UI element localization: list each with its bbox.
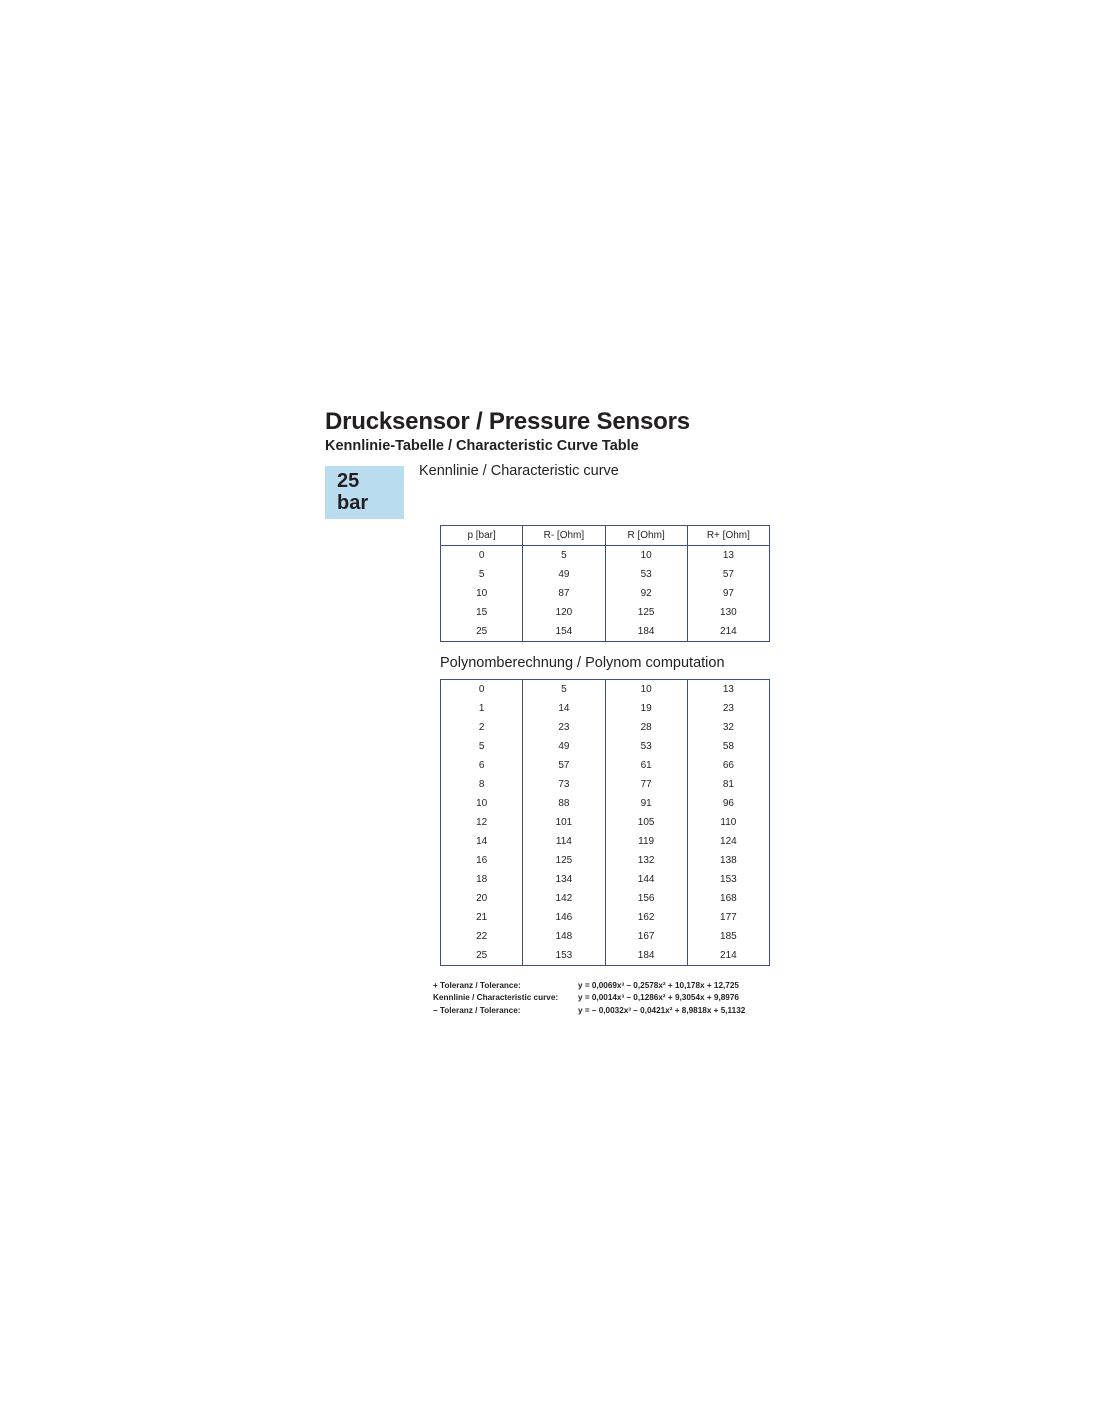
- cell-r-minus: 154: [523, 622, 605, 642]
- cell-r-minus: 73: [523, 775, 605, 794]
- cell-r-plus: 13: [687, 679, 769, 699]
- cell-r: 28: [605, 718, 687, 737]
- cell-r-plus: 124: [687, 832, 769, 851]
- cell-r: 92: [605, 584, 687, 603]
- cell-pressure: 22: [441, 927, 523, 946]
- cell-pressure: 20: [441, 889, 523, 908]
- cell-pressure: 15: [441, 603, 523, 622]
- cell-r-plus: 214: [687, 946, 769, 966]
- formula-list: [433, 980, 785, 1018]
- cell-r-minus: 146: [523, 908, 605, 927]
- cell-r: 184: [605, 622, 687, 642]
- cell-r-minus: 23: [523, 718, 605, 737]
- table-row: [441, 565, 770, 584]
- cell-r-minus: 125: [523, 851, 605, 870]
- cell-r: 162: [605, 908, 687, 927]
- table-row: [441, 813, 770, 832]
- cell-r: 167: [605, 927, 687, 946]
- table-row: [441, 546, 770, 566]
- table-row: [441, 851, 770, 870]
- cell-r-plus: 32: [687, 718, 769, 737]
- table-row: [441, 679, 770, 699]
- cell-r: 91: [605, 794, 687, 813]
- cell-r-minus: 14: [523, 699, 605, 718]
- table-row: [441, 775, 770, 794]
- cell-r: 144: [605, 870, 687, 889]
- cell-r-plus: 96: [687, 794, 769, 813]
- cell-r-plus: 57: [687, 565, 769, 584]
- table-row: [441, 946, 770, 966]
- table-row: [441, 927, 770, 946]
- cell-r-plus: 130: [687, 603, 769, 622]
- cell-r: 125: [605, 603, 687, 622]
- column-header-r-plus: R+ [Ohm]: [687, 526, 769, 546]
- table-row: [441, 794, 770, 813]
- page-title: Drucksensor / Pressure Sensors: [325, 408, 690, 435]
- cell-r: 119: [605, 832, 687, 851]
- table-row: [441, 889, 770, 908]
- cell-pressure: 10: [441, 584, 523, 603]
- table-row: [441, 908, 770, 927]
- table-row: [441, 622, 770, 642]
- cell-pressure: 25: [441, 622, 523, 642]
- cell-r: 105: [605, 813, 687, 832]
- cell-r-minus: 101: [523, 813, 605, 832]
- formula-equation: y = 0,0069x³ – 0,2578x² + 10,178x + 12,725: [578, 980, 739, 990]
- cell-r: 10: [605, 679, 687, 699]
- cell-r-minus: 87: [523, 584, 605, 603]
- cell-r-plus: 153: [687, 870, 769, 889]
- cell-r-minus: 142: [523, 889, 605, 908]
- formula-row-characteristic-curve: [433, 992, 785, 1005]
- cell-pressure: 21: [441, 908, 523, 927]
- table-row: [441, 603, 770, 622]
- cell-r-minus: 120: [523, 603, 605, 622]
- cell-r: 19: [605, 699, 687, 718]
- formula-equation: y = 0,0014x³ – 0,1286x² + 9,3054x + 9,8976: [578, 993, 739, 1003]
- column-header-pressure: p [bar]: [441, 526, 523, 546]
- cell-r-plus: 23: [687, 699, 769, 718]
- table-row: [441, 870, 770, 889]
- cell-r: 53: [605, 565, 687, 584]
- cell-r-plus: 81: [687, 775, 769, 794]
- polynom-computation-heading: Polynomberechnung / Polynom computation: [440, 655, 725, 672]
- table-row: [441, 718, 770, 737]
- table-header-row: [441, 526, 770, 546]
- cell-r-minus: 49: [523, 737, 605, 756]
- table-row: [441, 737, 770, 756]
- column-header-r-minus: R- [Ohm]: [523, 526, 605, 546]
- pressure-range-badge: 25 bar: [325, 466, 404, 519]
- cell-r-minus: 153: [523, 946, 605, 966]
- datasheet-block: [325, 408, 785, 1018]
- cell-pressure: 6: [441, 756, 523, 775]
- table-row: [441, 832, 770, 851]
- formula-label: + Toleranz / Tolerance:: [433, 980, 521, 990]
- formula-label: Kennlinie / Characteristic curve:: [433, 993, 559, 1003]
- cell-r: 77: [605, 775, 687, 794]
- formula-row-minus-tolerance: [433, 1005, 785, 1018]
- cell-pressure: 10: [441, 794, 523, 813]
- cell-pressure: 12: [441, 813, 523, 832]
- cell-r-minus: 114: [523, 832, 605, 851]
- characteristic-curve-heading: Kennlinie / Characteristic curve: [419, 463, 619, 480]
- cell-r-plus: 168: [687, 889, 769, 908]
- cell-r-plus: 97: [687, 584, 769, 603]
- cell-r: 61: [605, 756, 687, 775]
- cell-r-minus: 57: [523, 756, 605, 775]
- cell-r-plus: 214: [687, 622, 769, 642]
- table-row: [441, 699, 770, 718]
- cell-r-minus: 148: [523, 927, 605, 946]
- characteristic-curve-table: [440, 525, 770, 642]
- cell-pressure: 25: [441, 946, 523, 966]
- cell-r: 10: [605, 546, 687, 566]
- formula-row-plus-tolerance: [433, 980, 785, 993]
- cell-pressure: 0: [441, 679, 523, 699]
- column-header-r: R [Ohm]: [605, 526, 687, 546]
- cell-pressure: 5: [441, 737, 523, 756]
- cell-r: 132: [605, 851, 687, 870]
- cell-r-plus: 13: [687, 546, 769, 566]
- cell-r-minus: 134: [523, 870, 605, 889]
- cell-r: 184: [605, 946, 687, 966]
- cell-pressure: 5: [441, 565, 523, 584]
- cell-r: 156: [605, 889, 687, 908]
- formula-label: – Toleranz / Tolerance:: [433, 1006, 521, 1016]
- cell-r-plus: 110: [687, 813, 769, 832]
- cell-pressure: 16: [441, 851, 523, 870]
- cell-r: 53: [605, 737, 687, 756]
- cell-pressure: 8: [441, 775, 523, 794]
- cell-r-plus: 177: [687, 908, 769, 927]
- badge-and-section-heading: [325, 462, 785, 519]
- characteristic-curve-table-wrapper: [325, 525, 785, 642]
- cell-r-plus: 138: [687, 851, 769, 870]
- cell-r-plus: 58: [687, 737, 769, 756]
- cell-r-plus: 185: [687, 927, 769, 946]
- cell-r-plus: 66: [687, 756, 769, 775]
- cell-r-minus: 49: [523, 565, 605, 584]
- cell-r-minus: 88: [523, 794, 605, 813]
- cell-pressure: 14: [441, 832, 523, 851]
- cell-pressure: 18: [441, 870, 523, 889]
- cell-pressure: 1: [441, 699, 523, 718]
- cell-pressure: 0: [441, 546, 523, 566]
- table-row: [441, 584, 770, 603]
- cell-pressure: 2: [441, 718, 523, 737]
- formula-equation: y = – 0,0032x³ – 0,0421x² + 8,9818x + 5,1132: [578, 1006, 746, 1016]
- cell-r-minus: 5: [523, 679, 605, 699]
- cell-r-minus: 5: [523, 546, 605, 566]
- page-subtitle: Kennlinie-Tabelle / Characteristic Curve Table: [325, 437, 639, 454]
- table-row: [441, 756, 770, 775]
- polynom-computation-table: [440, 679, 770, 966]
